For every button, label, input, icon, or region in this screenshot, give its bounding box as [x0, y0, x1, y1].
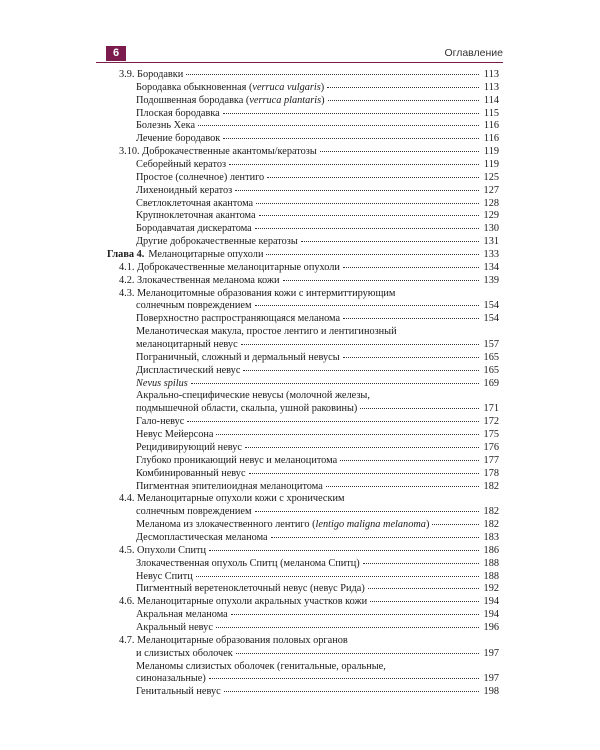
- toc-entry[interactable]: [107, 416, 499, 429]
- dot-leader: [363, 563, 479, 564]
- dot-leader: [343, 318, 479, 319]
- toc-title: Бородавки: [137, 69, 184, 80]
- toc-page-number: 196: [483, 621, 499, 633]
- dot-leader: [283, 280, 479, 281]
- header-rule: [96, 62, 503, 63]
- toc-title: Меланоцитарные опухоли: [148, 249, 264, 261]
- toc-title: Подошвенная бородавка (verruca plantaris): [136, 94, 325, 106]
- toc-page-number: 115: [483, 107, 499, 119]
- running-title: Оглавление: [444, 47, 503, 59]
- dot-leader: [191, 383, 479, 384]
- dot-leader: [271, 537, 479, 538]
- dot-leader: [216, 434, 479, 435]
- toc-entry[interactable]: [107, 236, 499, 249]
- toc-entry[interactable]: [107, 223, 499, 236]
- toc-entry[interactable]: [107, 300, 499, 313]
- dot-leader: [320, 151, 479, 152]
- toc-number: Глава 4.: [107, 249, 145, 261]
- dot-leader: [198, 125, 479, 126]
- toc-title: Злокачественная меланома кожи: [137, 274, 280, 286]
- toc-title: Себорейный кератоз: [136, 159, 227, 171]
- toc-title: Меланоцитарные опухоли кожи с хроническим: [137, 493, 345, 505]
- toc-entry[interactable]: [107, 120, 499, 133]
- toc-entry[interactable]: [107, 210, 499, 223]
- toc-title: Плоская бородавка: [136, 107, 220, 119]
- toc-entry[interactable]: [107, 288, 499, 301]
- dot-leader: [223, 138, 479, 139]
- dot-leader: [432, 524, 479, 525]
- dot-leader: [327, 87, 479, 88]
- toc-entry[interactable]: [107, 185, 499, 198]
- toc-page-number: 188: [483, 557, 499, 569]
- toc-page-number: 182: [483, 506, 499, 518]
- toc-title: Рецидивирующий невус: [136, 441, 242, 453]
- toc-page-number: 172: [483, 416, 499, 428]
- toc-entry[interactable]: [107, 146, 499, 159]
- toc-page-number: 114: [483, 94, 499, 106]
- toc-number: 4.1.: [119, 261, 138, 273]
- dot-leader: [301, 241, 479, 242]
- toc-title: Лечение бородавок: [136, 133, 221, 145]
- toc-title: и слизистых оболочек: [136, 647, 233, 659]
- toc-page-number: 128: [483, 197, 499, 209]
- dot-leader: [223, 113, 479, 114]
- toc-page-number: 165: [483, 364, 499, 376]
- toc-title: Меланомы слизистых оболочек (генитальные, оральные,: [136, 660, 386, 672]
- toc-title: Nevus spilus: [136, 377, 188, 389]
- toc-page-number: 171: [483, 403, 499, 415]
- toc-number: 4.2.: [119, 274, 138, 286]
- toc-title: Невус Спитц: [136, 570, 193, 582]
- toc-page-number: 197: [483, 673, 499, 685]
- toc-page-number: 154: [483, 300, 499, 312]
- toc-page-number: 194: [483, 609, 499, 621]
- toc-title: Доброкачественные акантомы/кератозы: [142, 146, 317, 158]
- toc-title: Доброкачественные меланоцитарные опухоли: [137, 261, 340, 273]
- toc-entry[interactable]: [107, 661, 499, 674]
- toc-page-number: 186: [483, 544, 499, 556]
- dot-leader: [360, 408, 479, 409]
- toc-title: солнечным повреждением: [136, 300, 252, 312]
- dot-leader: [259, 215, 479, 216]
- toc-title: Бородавка обыкновенная (verruca vulgaris): [136, 81, 325, 93]
- toc-title: Светлоклеточная акантома: [136, 197, 254, 209]
- toc-entry[interactable]: [107, 583, 499, 596]
- dot-leader: [255, 305, 479, 306]
- toc-title: Меланоцитарные образования половых органов: [137, 634, 348, 646]
- toc-page-number: 139: [483, 274, 499, 286]
- toc-number: 3.10.: [119, 146, 143, 158]
- toc-number: 4.7.: [119, 634, 138, 646]
- toc-page-number: 198: [483, 686, 499, 698]
- toc-entry[interactable]: [107, 686, 499, 699]
- toc-entry[interactable]: [107, 532, 499, 545]
- toc-entry[interactable]: [107, 82, 499, 95]
- toc-page-number: 182: [483, 480, 499, 492]
- dot-leader: [340, 460, 479, 461]
- toc-entry[interactable]: [107, 673, 499, 686]
- dot-leader: [196, 576, 479, 577]
- dot-leader: [256, 203, 479, 204]
- toc-title: Меланоцитомные образования кожи с интермиттирующим: [137, 287, 396, 299]
- toc-entry[interactable]: [107, 648, 499, 661]
- toc-title: Злокачественная опухоль Спитц (меланома Спитц): [136, 557, 360, 569]
- toc-page-number: 134: [483, 261, 499, 273]
- toc-entry[interactable]: [107, 378, 499, 391]
- dot-leader: [255, 511, 479, 512]
- toc-page-number: 192: [483, 583, 499, 595]
- toc-page-number: 182: [483, 519, 499, 531]
- toc-entry[interactable]: [107, 172, 499, 185]
- toc-title: Опухоли Спитц: [137, 544, 207, 556]
- toc-title: Десмопластическая меланома: [136, 531, 268, 543]
- toc-page-number: 113: [483, 69, 499, 80]
- toc-page-number: 188: [483, 570, 499, 582]
- toc-entry[interactable]: [107, 609, 499, 622]
- dot-leader: [370, 601, 479, 602]
- toc-page-number: 175: [483, 429, 499, 441]
- toc-entry[interactable]: [107, 249, 499, 262]
- toc-page-number: 119: [483, 146, 499, 158]
- toc-entry[interactable]: [107, 133, 499, 146]
- dot-leader: [266, 254, 479, 255]
- toc-number: 4.6.: [119, 596, 138, 608]
- toc-title: Бородавчатая дискератома: [136, 223, 252, 235]
- toc-entry[interactable]: [107, 455, 499, 468]
- toc-page-number: 157: [483, 339, 499, 351]
- toc-page-number: 178: [483, 467, 499, 479]
- dot-leader: [243, 370, 479, 371]
- toc-title: Болезнь Хека: [136, 120, 196, 132]
- toc-page-number: 116: [483, 133, 499, 145]
- dot-leader: [187, 421, 479, 422]
- toc-page-number: 131: [483, 236, 499, 248]
- table-of-contents: [107, 69, 499, 699]
- dot-leader: [224, 691, 479, 692]
- toc-title: Пигментный веретеноклеточный невус (невус Рида): [136, 583, 365, 595]
- toc-entry[interactable]: [107, 95, 499, 108]
- toc-title: Диспластический невус: [136, 364, 241, 376]
- toc-page-number: 116: [483, 120, 499, 132]
- toc-entry[interactable]: [107, 493, 499, 506]
- toc-page-number: 197: [483, 647, 499, 659]
- toc-entry[interactable]: [107, 442, 499, 455]
- toc-entry[interactable]: [107, 596, 499, 609]
- dot-leader: [343, 267, 479, 268]
- toc-entry[interactable]: [107, 468, 499, 481]
- toc-entry[interactable]: [107, 352, 499, 365]
- toc-entry[interactable]: [107, 622, 499, 635]
- toc-page-number: 154: [483, 313, 499, 325]
- toc-title: синоназальные): [136, 673, 206, 685]
- toc-entry[interactable]: [107, 635, 499, 648]
- dot-leader: [216, 627, 479, 628]
- toc-page-number: 133: [483, 249, 499, 261]
- toc-entry[interactable]: [107, 558, 499, 571]
- toc-title: Гало-невус: [136, 416, 185, 428]
- toc-title: Поверхностно распространяющаяся меланома: [136, 313, 341, 325]
- toc-entry[interactable]: [107, 326, 499, 339]
- toc-number: 4.5.: [119, 544, 138, 556]
- toc-entry[interactable]: [107, 429, 499, 442]
- dot-leader: [267, 177, 479, 178]
- toc-title: Крупноклеточная акантома: [136, 210, 256, 222]
- toc-title: Пограничный, сложный и дермальный невусы: [136, 351, 340, 363]
- toc-entry[interactable]: [107, 519, 499, 532]
- toc-entry[interactable]: [107, 390, 499, 403]
- toc-page-number: 125: [483, 171, 499, 183]
- toc-entry[interactable]: [107, 339, 499, 352]
- toc-title: Меланома из злокачественного лентиго (lentigo maligna melanoma): [136, 519, 430, 531]
- toc-title: Меланотическая макула, простое лентиго и лентигинозный: [136, 326, 397, 338]
- toc-title: Лихеноидный кератоз: [136, 184, 233, 196]
- dot-leader: [209, 550, 479, 551]
- dot-leader: [368, 588, 479, 589]
- toc-page-number: 127: [483, 184, 499, 196]
- toc-title: подмышечной области, скальпа, ушной раковины): [136, 403, 358, 415]
- toc-entry[interactable]: [107, 262, 499, 275]
- toc-title: Меланоцитарные опухоли акральных участков кожи: [137, 596, 368, 608]
- toc-page-number: 169: [483, 377, 499, 389]
- dot-leader: [255, 228, 479, 229]
- toc-entry[interactable]: [107, 69, 499, 82]
- toc-page-number: 113: [483, 81, 499, 93]
- dot-leader: [236, 653, 479, 654]
- toc-entry[interactable]: [107, 313, 499, 326]
- dot-leader: [235, 190, 479, 191]
- toc-page-number: 177: [483, 454, 499, 466]
- dot-leader: [186, 74, 479, 75]
- toc-title: меланоцитарный невус: [136, 339, 238, 351]
- toc-entry[interactable]: [107, 481, 499, 494]
- toc-entry[interactable]: [107, 275, 499, 288]
- toc-entry[interactable]: [107, 545, 499, 558]
- toc-title: Другие доброкачественные кератозы: [136, 236, 298, 248]
- dot-leader: [328, 100, 479, 101]
- toc-page-number: 165: [483, 351, 499, 363]
- dot-leader: [245, 447, 479, 448]
- toc-entry[interactable]: [107, 506, 499, 519]
- page-header: [96, 46, 503, 61]
- toc-entry[interactable]: [107, 403, 499, 416]
- toc-title: Простое (солнечное) лентиго: [136, 171, 265, 183]
- dot-leader: [209, 678, 479, 679]
- dot-leader: [326, 486, 479, 487]
- toc-page-number: 194: [483, 596, 499, 608]
- toc-title: Невус Мейерсона: [136, 429, 214, 441]
- toc-title: солнечным повреждением: [136, 506, 252, 518]
- dot-leader: [231, 614, 479, 615]
- toc-title: Комбинированный невус: [136, 467, 246, 479]
- toc-entry[interactable]: [107, 159, 499, 172]
- toc-title: Глубоко проникающий невус и меланоцитома: [136, 454, 338, 466]
- toc-entry[interactable]: [107, 365, 499, 378]
- toc-title: Пигментная эпителиоидная меланоцитома: [136, 480, 323, 492]
- toc-page-number: 176: [483, 441, 499, 453]
- toc-title: Акральный невус: [136, 621, 213, 633]
- toc-entry[interactable]: [107, 108, 499, 121]
- toc-title: Генитальный невус: [136, 686, 221, 698]
- dot-leader: [229, 164, 479, 165]
- toc-page-number: 129: [483, 210, 499, 222]
- page-number: 6: [106, 46, 126, 61]
- toc-number: 4.3.: [119, 287, 138, 299]
- dot-leader: [343, 357, 479, 358]
- toc-entry[interactable]: [107, 571, 499, 584]
- toc-page-number: 130: [483, 223, 499, 235]
- toc-page-number: 183: [483, 531, 499, 543]
- toc-page-number: 119: [483, 159, 499, 171]
- toc-number: 3.9.: [119, 69, 138, 80]
- toc-number: 4.4.: [119, 493, 138, 505]
- toc-title: Акральная меланома: [136, 609, 228, 621]
- dot-leader: [241, 344, 479, 345]
- dot-leader: [249, 473, 479, 474]
- toc-entry[interactable]: [107, 198, 499, 211]
- toc-title: Акрально-специфические невусы (молочной железы,: [136, 390, 370, 402]
